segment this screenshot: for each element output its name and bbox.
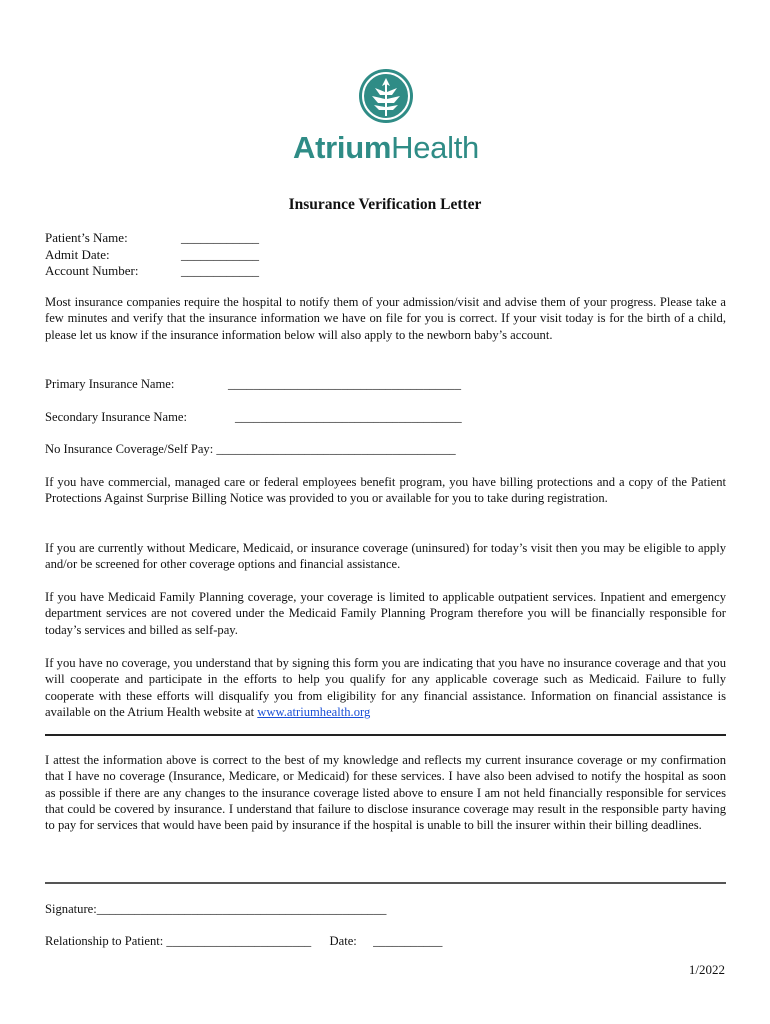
account-number-field[interactable]: ____________ [181,263,259,278]
admit-date-row [45,247,259,264]
account-number-label: Account Number: [45,263,139,278]
relationship-label: Relationship to Patient: [45,934,164,948]
brand-name-light: Health [391,130,479,165]
self-pay-row [45,442,456,457]
no-coverage-text: If you have no coverage, you understand that by signing this form you are indicating that you have no insurance coverage and that you will cooperate and participate in the efforts to help you qualify for any applicable coverage such as Medicaid. Failure to fully cooperate with these efforts will disqualify you from eligibility for any financial assistance. Information on financial assistance is available on the Atrium Health website at [45,656,726,719]
uninsured-paragraph: If you are currently without Medicare, Medicaid, or insurance coverage (uninsured) for today’s visit then you may be eligible to apply and/or be screened for other coverage options and financial assistance. [45,541,726,572]
patient-name-field[interactable]: ____________ [181,230,259,245]
secondary-insurance-row [45,410,462,425]
patient-fields [45,230,259,280]
signature-row [45,902,386,917]
account-number-row [45,263,259,280]
patient-name-row [45,230,259,247]
primary-insurance-label: Primary Insurance Name: [45,377,175,391]
self-pay-label: No Insurance Coverage/Self Pay: [45,442,214,456]
brand-name [276,130,496,166]
secondary-insurance-field[interactable]: ____________________________________ [235,410,462,424]
website-link[interactable]: www.atriumhealth.org [257,704,371,719]
section-divider [45,734,726,736]
signature-divider [45,882,726,884]
relationship-field[interactable]: _______________________ [166,934,312,948]
revision-date: 1/2022 [688,962,725,977]
admit-date-label: Admit Date: [45,246,110,262]
signature-label: Signature: [45,902,97,916]
secondary-insurance-label: Secondary Insurance Name: [45,410,187,424]
signature-field[interactable]: ______________________________________________ [96,902,387,916]
commercial-coverage-paragraph: If you have commercial, managed care or federal employees benefit program, you have billing protections and a copy of the Patient Protections Against Surprise Billing Notice was provided to you or available for you to take during registration. [45,475,726,506]
family-planning-paragraph: If you have Medicaid Family Planning coverage, your coverage is limited to applicable outpatient services. Inpatient and emergency department services are not covered under the Medicaid Family Planning Program therefore you will be financially responsible for today’s services and billed as self-pay. [45,590,726,637]
patient-name-label: Patient’s Name: [45,230,128,245]
admit-date-field[interactable]: ____________ [181,246,259,262]
tree-leaf-icon [358,68,414,124]
primary-insurance-field[interactable]: _____________________________________ [228,377,461,391]
atrium-health-logo [276,68,496,168]
date-label: Date: [329,934,357,948]
primary-insurance-row [45,377,461,392]
brand-name-bold: Atrium [293,130,392,165]
attestation-paragraph: I attest the information above is correct to the best of my knowledge and reflects my current insurance coverage or my confirmation that I have no coverage (Insurance, Medicare, or Medicaid) for these services. I have also been advised to notify the hospital as soon as possible if there are any changes to the insurance coverage listed above to ensure I am not held financially responsible for services that could be covered by insurance. I understand that failure to disclose insurance coverage may result in the responsible party having to pay for services that would have been paid by insurance if the hospital is unable to bill the insurer within their billing deadlines. [45,753,726,833]
page-title: Insurance Verification Letter [288,196,482,213]
intro-paragraph: Most insurance companies require the hospital to notify them of your admission/visit and advise them of your progress. Please take a few minutes and verify that the insurance information we have on file for you is correct. If your visit today is for the birth of a child, please let us know if the insurance information below will also apply to the newborn baby’s account. [45,295,726,342]
relationship-row [45,934,442,949]
self-pay-field[interactable]: ______________________________________ [216,442,456,456]
no-coverage-paragraph [45,655,726,720]
date-field[interactable]: ___________ [373,934,443,948]
